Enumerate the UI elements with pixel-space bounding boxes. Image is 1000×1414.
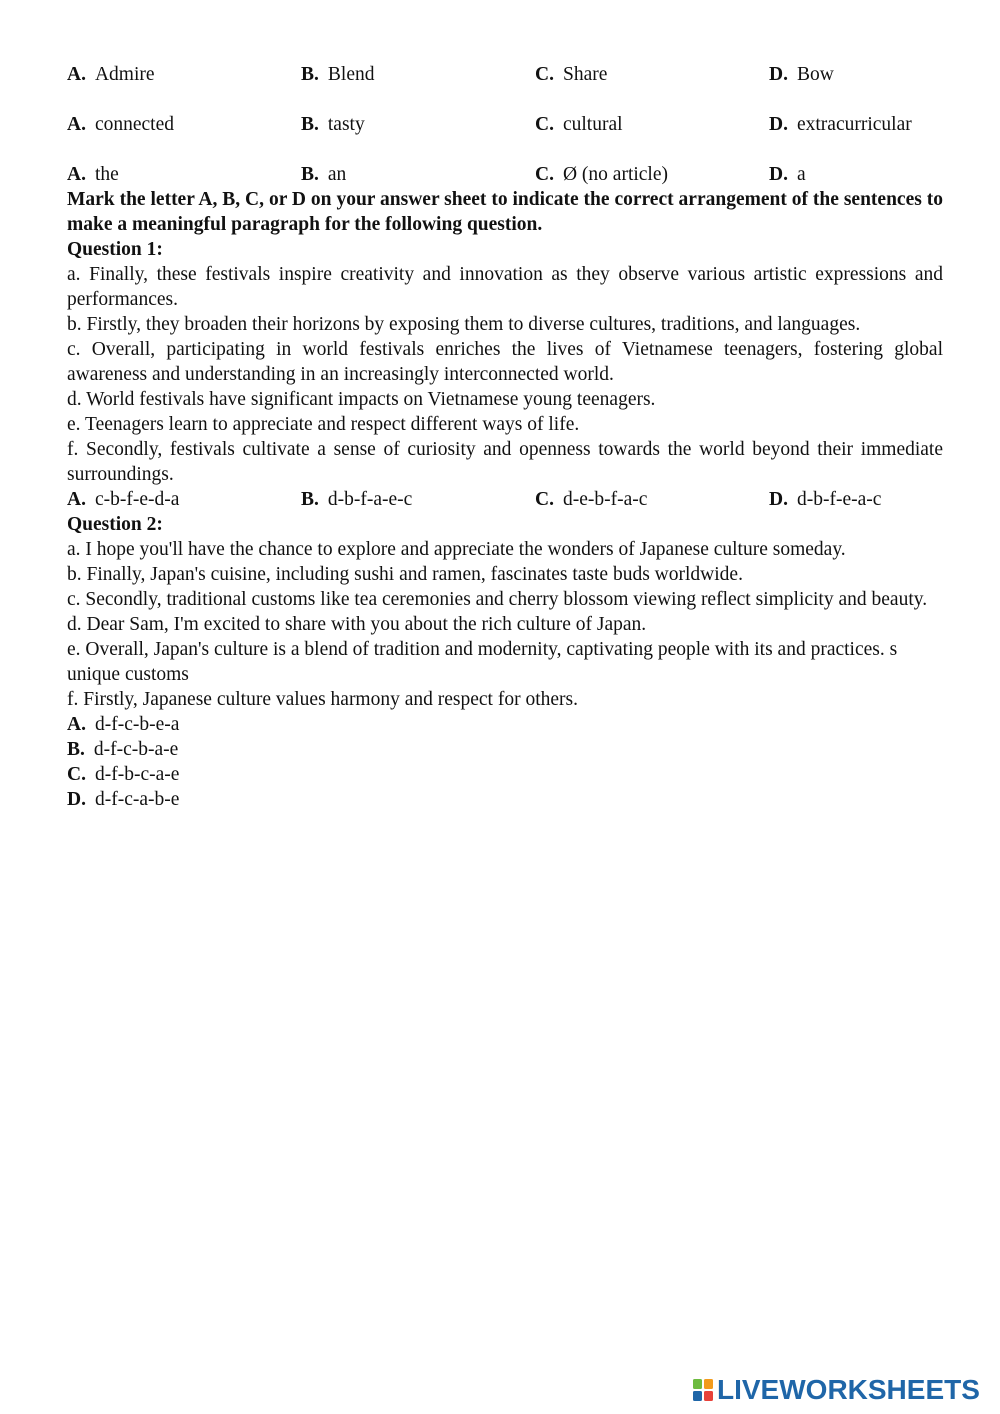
option-letter: A. (67, 714, 86, 735)
option-text: extracurricular (796, 114, 912, 135)
option-c[interactable] (535, 62, 769, 87)
option-letter: D. (769, 114, 788, 135)
option-letter: B. (301, 114, 319, 135)
section-instruction: Mark the letter A, B, C, or D on your answer sheet to indicate the correct arrangement of the sentences to make a meaningful paragraph for the following question. (67, 189, 943, 235)
option-text: a (796, 164, 806, 185)
option-a[interactable] (67, 112, 301, 137)
option-letter: D. (67, 789, 86, 810)
option-letter: B. (301, 164, 319, 185)
question-1-sentence-f: f. Secondly, festivals cultivate a sense of curiosity and openness towards the world beyond their immediate surroundings. (67, 439, 943, 485)
option-text: Admire (94, 64, 155, 85)
option-letter: D. (769, 64, 788, 85)
liveworksheets-brand[interactable] (693, 1374, 980, 1406)
option-text: an (327, 164, 347, 185)
option-b[interactable] (301, 162, 535, 187)
option-text: tasty (327, 114, 365, 135)
option-letter: A. (67, 489, 86, 510)
option-text: Blend (327, 64, 375, 85)
option-text: d-f-c-b-e-a (94, 714, 180, 735)
question-1-sentence-a: a. Finally, these festivals inspire creativity and innovation as they observe various artistic expressions and performances. (67, 264, 943, 310)
question-2-sentence-a: a. I hope you'll have the chance to explore and appreciate the wonders of Japanese culture someday. (67, 539, 846, 560)
option-d[interactable] (769, 487, 943, 512)
option-a[interactable] (67, 487, 301, 512)
option-letter: C. (535, 114, 554, 135)
option-c[interactable] (535, 487, 769, 512)
question-2-sentence-f: f. Firstly, Japanese culture values harmony and respect for others. (67, 689, 578, 710)
option-text: d-f-c-a-b-e (94, 789, 180, 810)
option-letter: D. (769, 164, 788, 185)
option-letter: B. (301, 489, 319, 510)
option-letter: C. (535, 164, 554, 185)
option-letter: C. (535, 64, 554, 85)
question-2-sentence-e: e. Overall, Japan's culture is a blend of tradition and modernity, captivating people with its and practices. s unique customs (67, 639, 898, 685)
option-text: Share (562, 64, 608, 85)
option-text: d-b-f-a-e-c (327, 489, 413, 510)
option-text: the (94, 164, 119, 185)
option-letter: B. (67, 739, 85, 760)
option-text: Bow (796, 64, 834, 85)
option-text: c-b-f-e-d-a (94, 489, 180, 510)
option-b[interactable] (301, 112, 535, 137)
option-letter: A. (67, 164, 86, 185)
option-letter: A. (67, 64, 86, 85)
option-text: d-e-b-f-a-c (562, 489, 648, 510)
option-letter: D. (769, 489, 788, 510)
option-text: Ø (no article) (562, 164, 669, 185)
option-letter: A. (67, 114, 86, 135)
option-b[interactable] (301, 62, 535, 87)
options-row-2 (67, 112, 943, 137)
worksheet-page (67, 62, 943, 812)
question-1-sentence-e: e. Teenagers learn to appreciate and respect different ways of life. (67, 414, 580, 435)
question-2-option-d[interactable] (67, 787, 943, 812)
option-a[interactable] (67, 162, 301, 187)
question-2-title: Question 2: (67, 514, 163, 535)
option-text: d-b-f-e-a-c (796, 489, 882, 510)
option-d[interactable] (769, 112, 943, 137)
option-text: d-f-b-c-a-e (94, 764, 180, 785)
option-letter: C. (67, 764, 86, 785)
question-1-sentence-c: c. Overall, participating in world festivals enriches the lives of Vietnamese teenagers, fostering global awareness and understanding in an increasingly interconnected world. (67, 339, 943, 385)
option-text: cultural (562, 114, 623, 135)
option-text: connected (94, 114, 175, 135)
option-a[interactable] (67, 62, 301, 87)
question-2-sentence-c: c. Secondly, traditional customs like tea ceremonies and cherry blossom viewing reflect simplicity and beauty. (67, 589, 928, 610)
question-1-sentence-d: d. World festivals have significant impacts on Vietnamese young teenagers. (67, 389, 656, 410)
question-2-sentence-d: d. Dear Sam, I'm excited to share with you about the rich culture of Japan. (67, 614, 647, 635)
question-2-option-b[interactable] (67, 737, 943, 762)
option-d[interactable] (769, 162, 943, 187)
option-letter: B. (301, 64, 319, 85)
question-1-sentence-b: b. Firstly, they broaden their horizons by exposing them to diverse cultures, traditions, and languages. (67, 314, 861, 335)
question-2-option-a[interactable] (67, 712, 943, 737)
options-row-1 (67, 62, 943, 87)
question-2-sentence-b: b. Finally, Japan's cuisine, including sushi and ramen, fascinates taste buds worldwide. (67, 564, 743, 585)
option-letter: C. (535, 489, 554, 510)
liveworksheets-wordmark: LIVEWORKSHEETS (717, 1374, 980, 1405)
option-c[interactable] (535, 112, 769, 137)
question-2-option-c[interactable] (67, 762, 943, 787)
liveworksheets-logo-icon (693, 1379, 713, 1401)
options-row-3 (67, 162, 943, 187)
question-1-title: Question 1: (67, 239, 163, 260)
option-text: d-f-c-b-a-e (93, 739, 179, 760)
option-d[interactable] (769, 62, 943, 87)
option-b[interactable] (301, 487, 535, 512)
option-c[interactable] (535, 162, 769, 187)
question-1-options (67, 487, 943, 512)
